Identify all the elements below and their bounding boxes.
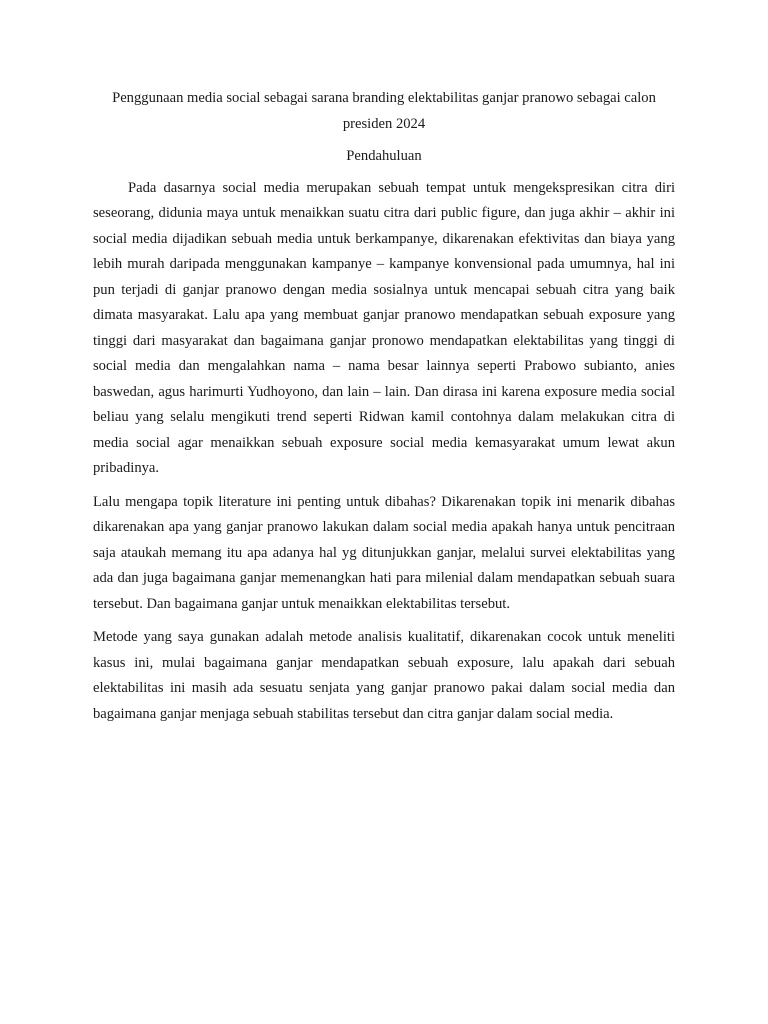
paragraph-introduction: Pada dasarnya social media merupakan sebuah tempat untuk mengekspresikan citra diri seseorang, didunia maya untuk menaikkan suatu citra dari public figure, dan juga akhir – akhir ini social media dijadikan sebuah media untuk berkampanye, dikarenakan efektivitas dan biaya yang lebih murah daripada menggunakan kampanye – kampanye konvensional pada umumnya, hal ini pun terjadi di ganjar pranowo dengan media sosialnya untuk mencapai sebuah citra yang baik dimata masyarakat. Lalu apa yang membuat ganjar pranowo mendapatkan sebuah exposure yang tinggi dari masyarakat dan bagaimana ganjar pronowo mendapatkan elektabilitas yang tinggi di social media dan mengalahkan nama – nama besar lainnya seperti Prabowo subianto, anies baswedan, agus harimurti Yudhoyono, dan lain – lain. Dan dirasa ini karena exposure media social beliau yang selalu mengikuti trend seperti Ridwan kamil contohnya dalam melakukan citra di media social agar menaikkan sebuah exposure social media kemasyarakat umum lewat akun pribadinya. — [93, 179, 675, 476]
paragraph-method: Metode yang saya gunakan adalah metode analisis kualitatif, dikarenakan cocok untuk meneliti kasus ini, mulai bagaimana ganjar mendapatkan sebuah exposure, lalu apakah dari sebuah elektabilitas ini masih ada sesuatu senjata yang ganjar pranowo pakai dalam social media dan bagaimana ganjar menjaga sebuah stabilitas tersebut dan citra ganjar dalam social media. — [93, 629, 675, 722]
document-body — [93, 86, 675, 735]
section-heading: Pendahuluan — [346, 148, 422, 164]
paragraph-importance: Lalu mengapa topik literature ini penting untuk dibahas? Dikarenakan topik ini menarik dibahas dikarenakan apa yang ganjar pranowo lakukan dalam social media apakah hanya untuk pencitraan saja ataukah memang itu apa adanya hal yg ditunjukkan ganjar, melalui survei elektabilitas yang ada dan juga bagaimana ganjar memenangkan hati para milenial dalam mendapatkan sebuah suara tersebut. Dan bagaimana ganjar untuk menaikkan elektabilitas tersebut. — [93, 493, 675, 612]
document-title: Penggunaan media social sebagai sarana branding elektabilitas ganjar pranowo sebagai calon presiden 2024 — [112, 90, 656, 132]
